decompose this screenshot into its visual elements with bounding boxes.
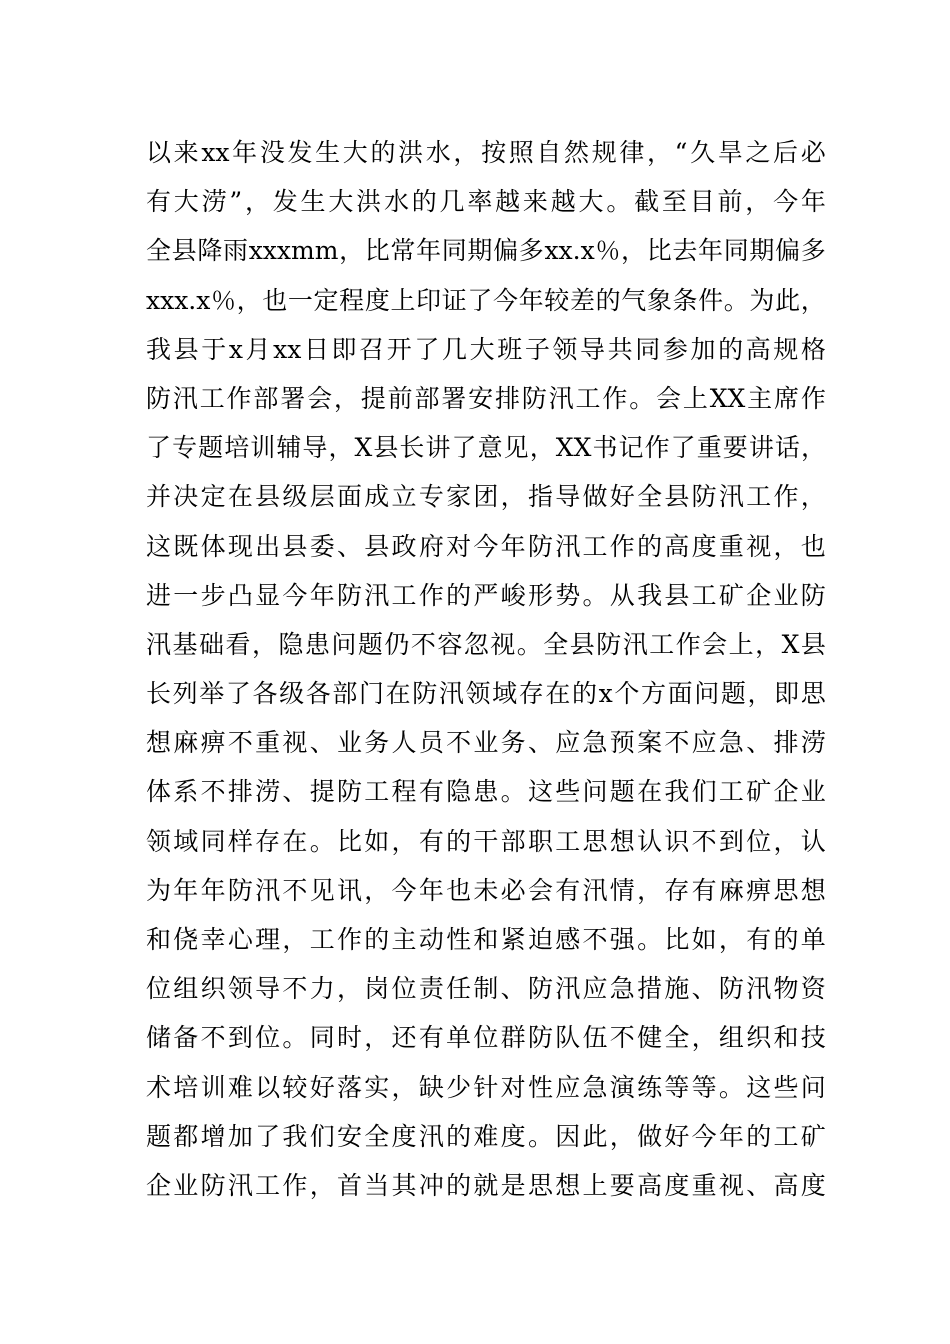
- text-line: 并 决 定 在 县 级 层 面 成 立 专 家 团 ， 指 导 做 好 全 县 防 汛 工 作 ，: [146, 482, 826, 512]
- text-line: 题 都 增 加 了 我 们 安 全 度 汛 的 难 度 。 因 此 ， 做 好 今 年 的 工 矿: [146, 1121, 826, 1151]
- body-paragraph: [146, 128, 826, 1210]
- text-line: 为 年 年 防 汛 不 见 讯 ， 今 年 也 未 必 会 有 汛 情 ， 存 有 麻 痹 思 想: [146, 875, 826, 905]
- text-line: 储 备 不 到 位 。 同 时 ， 还 有 单 位 群 防 队 伍 不 健 全 ， 组 织 和 技: [146, 1023, 826, 1053]
- text-line: 了 专 题 培 训 辅 导 ， X 县 长 讲 了 意 见 ， XX 书 记 作 了 重 要 讲 话 ，: [146, 433, 826, 463]
- text-line: 企 业 防 汛 工 作 ， 首 当 其 冲 的 就 是 思 想 上 要 高 度 重 视 、 高 度: [146, 1170, 826, 1200]
- text-line: 长 列 举 了 各 级 各 部 门 在 防 汛 领 域 存 在 的 x 个 方 面 问 题 ， 即 思: [146, 679, 826, 709]
- text-line: 进 一 步 凸 显 今 年 防 汛 工 作 的 严 峻 形 势 。 从 我 县 工 矿 企 业 防: [146, 580, 826, 610]
- text-line: 想 麻 痹 不 重 视 、 业 务 人 员 不 业 务 、 应 急 预 案 不 应 急 、 排 涝: [146, 728, 826, 758]
- text-line: 以 来 xx 年 没 发 生 大 的 洪 水 ， 按 照 自 然 规 律 ， “ 久 旱 之 后 必: [146, 138, 826, 167]
- text-line: 领 域 同 样 存 在 。 比 如 ， 有 的 干 部 职 工 思 想 认 识 不 到 位 ， 认: [146, 826, 826, 856]
- text-line: 我 县 于 x 月 xx 日 即 召 开 了 几 大 班 子 领 导 共 同 参 加 的 高 规 格: [146, 334, 826, 364]
- text-line: 和 侥 幸 心 理 ， 工 作 的 主 动 性 和 紧 迫 感 不 强 。 比 如 ， 有 的 单: [146, 925, 826, 954]
- text-line: 体 系 不 排 涝 、 提 防 工 程 有 隐 患 。 这 些 问 题 在 我 们 工 矿 企 业: [146, 777, 826, 807]
- text-line: 位 组 织 领 导 不 力 ， 岗 位 责 任 制 、 防 汛 应 急 措 施 、 防 汛 物 资: [146, 974, 826, 1004]
- text-line: 全 县 降 雨 xxxmm ， 比 常 年 同 期 偏 多 xx.x ％ ， 比 去 年 同 期 偏 多: [146, 236, 826, 266]
- text-line: 防 汛 工 作 部 署 会 ， 提 前 部 署 安 排 防 汛 工 作 。 会 上 XX 主 席 作: [146, 383, 826, 413]
- text-line: 汛 基 础 看 ， 隐 患 问 题 仍 不 容 忽 视 。 全 县 防 汛 工 作 会 上 ， X 县: [146, 629, 826, 659]
- text-line: 术 培 训 难 以 较 好 落 实 ， 缺 少 针 对 性 应 急 演 练 等 等 。 这 些 问: [146, 1072, 826, 1102]
- text-line: xxx.x ％ ， 也 一 定 程 度 上 印 证 了 今 年 较 差 的 气 象 条 件 。 为 此 ，: [146, 285, 826, 315]
- text-line: 这 既 体 现 出 县 委 、 县 政 府 对 今 年 防 汛 工 作 的 高 度 重 视 ， 也: [146, 531, 826, 561]
- text-line: 有 大 涝 ” ， 发 生 大 洪 水 的 几 率 越 来 越 大 。 截 至 目 前 ， 今 年: [146, 187, 826, 217]
